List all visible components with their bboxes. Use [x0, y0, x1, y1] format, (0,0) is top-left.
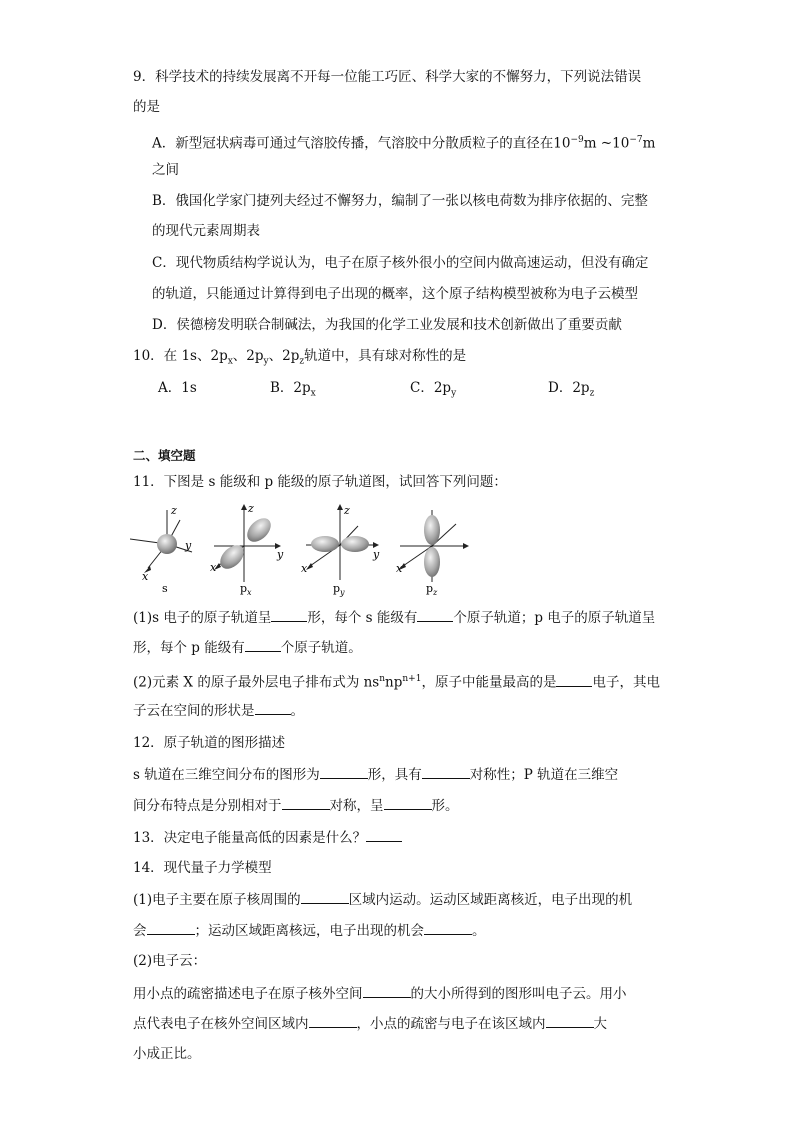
q14-part2-label: (2)电子云：	[133, 953, 207, 969]
py-axis-y-label: y	[373, 548, 380, 561]
q14-part2-line1: 用小点的疏密描述电子在原子核外空间 的大小所得到的图形叫电子云。用小	[133, 983, 627, 1004]
q10-stem: 10．在 1s、$2p_x$、$2p_y$、$2p_z$轨道中，具有球对称性的是	[133, 348, 467, 367]
q10-option-a: A．1s	[158, 380, 197, 396]
pz-axis-x-label: x	[396, 562, 403, 575]
px-orbital-caption: $p_x$	[240, 582, 252, 597]
q9-stem-line1: 9．科学技术的持续发展离不开每一位能工巧匠、科学大家的不懈努力，下列说法错误	[133, 69, 642, 85]
q9-stem-line2: 的是	[133, 99, 160, 115]
py-orbital-caption: $p_y$	[333, 582, 345, 597]
s-axis-z-label: z	[171, 504, 177, 517]
q10-option-b: B．$2p_x$	[270, 380, 316, 399]
q9-option-d: D．侯德榜发明联合制碱法，为我国的化学工业发展和技术创新做出了重要贡献	[152, 317, 622, 333]
q12-line1: s 轨道在三维空间分布的图形为 形，具有 对称性；P 轨道在三维空	[133, 764, 618, 785]
py-orbital-diagram	[301, 504, 380, 597]
q12-line2: 间分布特点是分别相对于 对称，呈 形。	[133, 795, 459, 816]
q9-option-a-line2: 之间	[152, 162, 179, 178]
q14-part2-line2: 点代表电子在核外空间区域内 ，小点的疏密与电子在该区域内 大	[133, 1013, 607, 1034]
q10-option-c: C．$2p_y$	[410, 380, 457, 399]
section-heading: 二、填空题	[133, 448, 196, 463]
q10-option-d: D．$2p_z$	[548, 380, 595, 399]
q9-option-b-line1: B．俄国化学家门捷列夫经过不懈努力，编制了一张以核电荷数为排序依据的、完整	[152, 193, 648, 209]
py-axis-z-label: z	[344, 504, 350, 517]
px-axis-x-label: x	[210, 561, 217, 574]
pz-orbital-caption: $p_z$	[426, 582, 438, 597]
pz-orbital-diagram	[396, 510, 469, 597]
q11-part1-line2: 形，每个 p 能级有 个原子轨道。	[133, 637, 362, 658]
q9-option-b-line2: 的现代元素周期表	[152, 223, 260, 239]
s-orbital-diagram	[130, 504, 192, 595]
orbital-diagrams	[130, 500, 480, 600]
q14-part1-line2: 会 ；运动区域距离核远，电子出现的机会 。	[133, 920, 486, 941]
q9-option-c-line2: 的轨道，只能通过计算得到电子出现的概率，这个原子结构模型被称为电子云模型	[152, 286, 638, 302]
q11-stem: 11．下图是 s 能级和 p 能级的原子轨道图，试回答下列问题：	[133, 474, 507, 490]
q11-part2-line2: 子云在空间的形状是 。	[133, 700, 304, 721]
q11-part1-line1: (1)s 电子的原子轨道呈 形，每个 s 能级有 个原子轨道；p 电子的原子轨道呈	[133, 607, 655, 628]
q11-part2-line1: (2)元素 X 的原子最外层电子排布式为 $ns^nnp^{n+1}$，原子中能量最高的是 电子，其电	[133, 669, 660, 693]
q14-title: 14．现代量子力学模型	[133, 860, 272, 876]
s-orbital-caption: s	[162, 582, 168, 595]
s-axis-y-label: y	[185, 539, 192, 552]
q14-part2-line3: 小成正比。	[133, 1046, 201, 1062]
py-axis-x-label: x	[301, 562, 308, 575]
s-axis-x-label: x	[142, 570, 149, 583]
q9-option-a-line1: A．新型冠状病毒可通过气溶胶传播，气溶胶中分散质粒子的直径在$10^{-9}m$ $\sim 10^{-7}m$	[152, 135, 656, 152]
q13-text: 13．决定电子能量高低的因素是什么？	[133, 827, 402, 848]
q14-part1-line1: (1)电子主要在原子核周围的 区域内运动。运动区域距离核近，电子出现的机	[133, 889, 632, 910]
px-orbital-diagram	[210, 502, 284, 597]
px-axis-z-label: z	[248, 502, 254, 515]
q9-option-c-line1: C．现代物质结构学说认为，电子在原子核外很小的空间内做高速运动，但没有确定	[152, 255, 649, 271]
q12-title: 12．原子轨道的图形描述	[133, 735, 286, 751]
px-axis-y-label: y	[277, 548, 284, 561]
